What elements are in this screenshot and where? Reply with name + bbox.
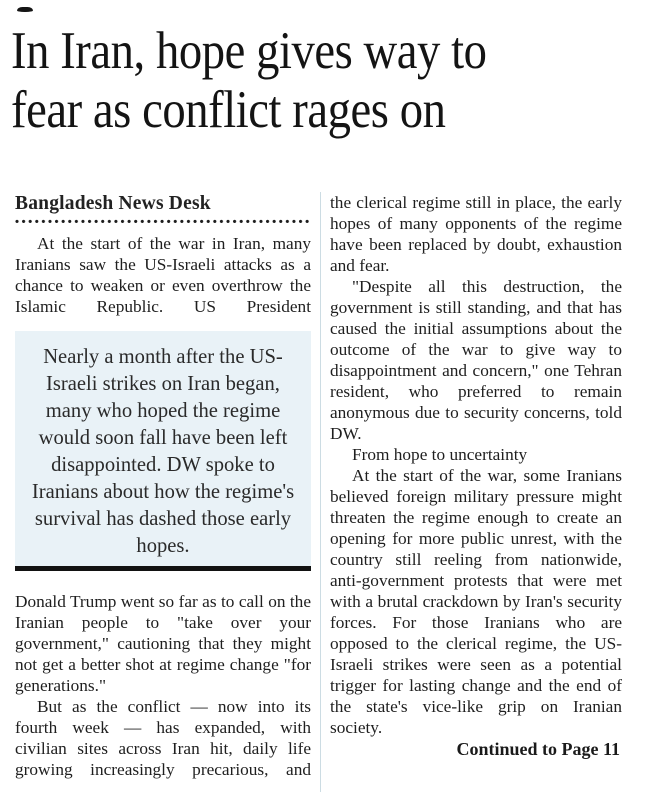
paragraph-conflict: But as the conflict — now into its fourth week — has expanded, with civilian sites across Iran hit, daily life growing increasingly precarious, and bbox=[15, 697, 311, 779]
headline-line-1: In Iran, hope gives way to bbox=[11, 22, 487, 80]
column-rule bbox=[320, 192, 321, 792]
headline-line-2: fear as conflict rages on bbox=[11, 81, 446, 139]
pull-quote-box: Nearly a month after the US-Israeli strikes on Iran began, many who hoped the regime would soon fall have been left disappointed. DW spoke to Iranians about how the regime's survival has dashed those early hopes. bbox=[15, 331, 311, 571]
paragraph-clerical-regime: the clerical regime still in place, the early hopes of many opponents of the regime have been replaced by doubt, exhaustion and fear. bbox=[330, 193, 622, 275]
paragraph-intro: At the start of the war in Iran, many Iranians saw the US-Israeli attacks as a chance to weaken or even overthrow the Islamic Republic. US President bbox=[15, 234, 311, 316]
right-column bbox=[330, 192, 622, 792]
byline: Bangladesh News Desk bbox=[15, 193, 211, 214]
continued-to-page-label: Continued to Page 11 bbox=[456, 739, 620, 759]
left-column bbox=[15, 192, 311, 792]
dotted-divider bbox=[15, 219, 311, 224]
scan-artifact-mark bbox=[17, 7, 33, 12]
paragraph-trump: Donald Trump went so far as to call on the Iranian people to "take over your government," cautioning that they might not get a better shot at regime change "for generations." bbox=[15, 592, 311, 695]
article-headline bbox=[11, 22, 666, 140]
paragraph-war-start: At the start of the war, some Iranians believed foreign military pressure might threaten the regime enough to create an opening for more public unrest, with the country still reeling from nationwide, anti-government protests that were met with a brutal crackdown by Iran's security forces. For those Iranians who are opposed to the clerical regime, the US-Israeli strikes were seen as a potential trigger for lasting change and the end of the state's vice-like grip on Iranian society. bbox=[330, 466, 622, 737]
subhead-from-hope-to-uncertainty: From hope to uncertainty bbox=[352, 445, 528, 464]
article-body bbox=[15, 192, 622, 792]
paragraph-destruction-quote: "Despite all this destruction, the government is still standing, and that has caused the initial assumptions about the outcome of the war to give way to disappointment and concern," one Tehran resident, who preferred to remain anonymous due to security concerns, told DW. bbox=[330, 277, 622, 443]
